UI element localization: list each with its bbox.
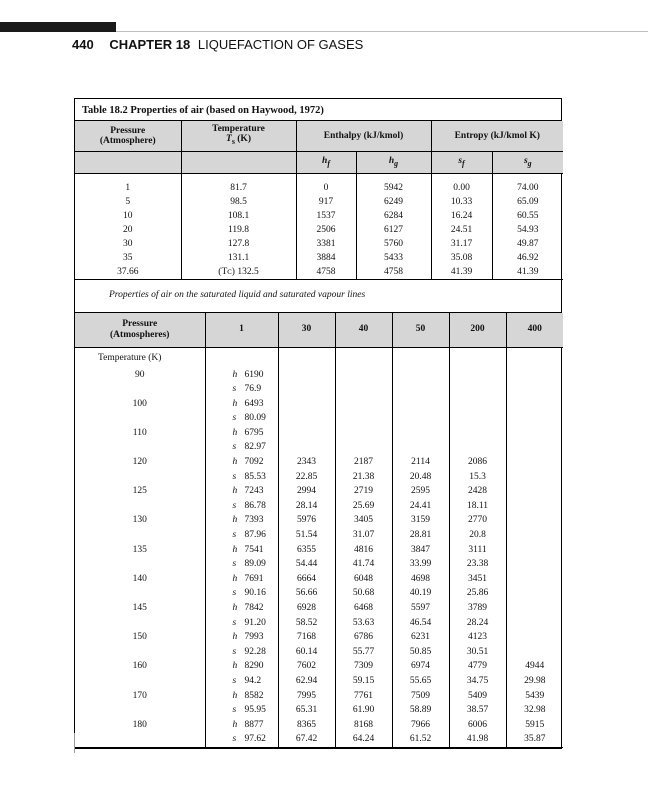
value-cell: [335, 368, 392, 383]
value-cell: [506, 543, 563, 558]
table-row: [75, 572, 563, 587]
value-cell: [205, 601, 278, 616]
property-symbol: s: [232, 617, 237, 628]
value-cell: 7761: [335, 689, 392, 704]
property-symbol: s: [232, 530, 237, 541]
value-cell: [205, 411, 278, 426]
value-cell: 6006: [449, 718, 506, 733]
value-cell: [205, 630, 278, 645]
value-cell: [205, 718, 278, 733]
value-cell: 46.54: [392, 616, 449, 631]
value-cell: [205, 674, 278, 689]
value-cell: 41.98: [449, 732, 506, 747]
value-cell: 4816: [335, 543, 392, 558]
temperature-cell: [75, 616, 205, 631]
value-cell: 2770: [449, 513, 506, 528]
temperature-unit-row: [75, 347, 563, 368]
value-cell: [506, 397, 563, 412]
cell-value: 7541: [244, 544, 264, 555]
value-cell: [205, 689, 278, 704]
table-row: 20 119.8 2506 6127 24.51 54.93: [75, 223, 563, 237]
value-cell: [278, 440, 335, 455]
property-symbol: s: [232, 413, 237, 424]
value-cell: [278, 426, 335, 441]
table-row: [75, 616, 563, 631]
value-cell: [449, 426, 506, 441]
value-cell: [205, 440, 278, 455]
table-row: [75, 426, 563, 441]
property-symbol: h: [232, 427, 238, 438]
superheated-table: [75, 313, 563, 748]
cell-value: 7092: [244, 457, 264, 468]
value-cell: [449, 440, 506, 455]
property-symbol: h: [232, 398, 238, 409]
temperature-cell: 125: [132, 486, 147, 497]
value-cell: [449, 397, 506, 412]
value-cell: 7168: [278, 630, 335, 645]
table-row: [75, 703, 563, 718]
value-cell: 53.63: [335, 616, 392, 631]
value-cell: [392, 397, 449, 412]
value-cell: 6231: [392, 630, 449, 645]
property-symbol: s: [232, 442, 237, 453]
value-cell: 2114: [392, 455, 449, 470]
value-cell: 65.31: [278, 703, 335, 718]
value-cell: [278, 397, 335, 412]
cell-value: 7993: [244, 632, 264, 643]
value-cell: 7509: [392, 689, 449, 704]
value-cell: 61.90: [335, 703, 392, 718]
value-cell: 6664: [278, 572, 335, 587]
value-cell: 3405: [335, 513, 392, 528]
value-cell: 2595: [392, 484, 449, 499]
value-cell: 4123: [449, 630, 506, 645]
property-symbol: s: [232, 559, 237, 570]
chapter-label: CHAPTER 18: [109, 37, 191, 52]
value-cell: 2994: [278, 484, 335, 499]
value-cell: [506, 499, 563, 514]
value-cell: 40.19: [392, 586, 449, 601]
value-cell: 59.15: [335, 674, 392, 689]
temperature-cell: [75, 470, 205, 485]
table-row: [75, 411, 563, 426]
value-cell: 4944: [506, 659, 563, 674]
cell-value: 92.28: [244, 646, 266, 657]
value-cell: [449, 382, 506, 397]
value-cell: 7995: [278, 689, 335, 704]
value-cell: 32.98: [506, 703, 563, 718]
property-symbol: h: [232, 515, 238, 526]
value-cell: 6974: [392, 659, 449, 674]
value-cell: [506, 528, 563, 543]
value-cell: [205, 703, 278, 718]
value-cell: [335, 382, 392, 397]
value-cell: [205, 426, 278, 441]
value-cell: [392, 368, 449, 383]
temperature-cell: 160: [132, 661, 147, 672]
value-cell: 60.14: [278, 645, 335, 660]
value-cell: 3451: [449, 572, 506, 587]
value-cell: 28.81: [392, 528, 449, 543]
value-cell: [205, 586, 278, 601]
value-cell: [506, 616, 563, 631]
value-cell: 7966: [392, 718, 449, 733]
cell-value: 76.9: [244, 384, 262, 395]
temperature-label: Temperature (K): [98, 352, 162, 363]
value-cell: 2187: [335, 455, 392, 470]
cell-value: 94.2: [244, 675, 262, 686]
header-black-bar: [0, 22, 116, 32]
temperature-cell: [75, 382, 205, 397]
value-cell: [335, 411, 392, 426]
value-cell: [392, 426, 449, 441]
value-cell: 5597: [392, 601, 449, 616]
table-row: [75, 382, 563, 397]
cell-value: 85.53: [244, 471, 266, 482]
value-cell: [449, 368, 506, 383]
value-cell: 3789: [449, 601, 506, 616]
value-cell: [278, 382, 335, 397]
value-cell: [506, 513, 563, 528]
table-row: 10 108.1 1537 6284 16.24 60.55: [75, 209, 563, 223]
value-cell: [506, 426, 563, 441]
value-cell: 3847: [392, 543, 449, 558]
temperature-cell: [75, 411, 205, 426]
margin-line: [74, 733, 75, 753]
cell-value: 80.09: [244, 413, 266, 424]
value-cell: 30.51: [449, 645, 506, 660]
col-header-enthalpy: Enthalpy (kJ/kmol): [296, 121, 431, 151]
temperature-cell: [75, 440, 205, 455]
value-cell: 18.11: [449, 499, 506, 514]
value-cell: 3111: [449, 543, 506, 558]
col-header-50atm: 50: [392, 313, 449, 347]
value-cell: 38.57: [449, 703, 506, 718]
temperature-cell: 145: [132, 603, 147, 613]
property-symbol: h: [232, 719, 238, 730]
value-cell: [392, 440, 449, 455]
value-cell: 24.41: [392, 499, 449, 514]
value-cell: 34.75: [449, 674, 506, 689]
property-symbol: h: [232, 690, 238, 701]
value-cell: 6048: [335, 572, 392, 587]
value-cell: 23.38: [449, 557, 506, 572]
property-symbol: s: [232, 500, 237, 511]
value-cell: 21.38: [335, 470, 392, 485]
table-row: [75, 484, 563, 499]
value-cell: [392, 382, 449, 397]
value-cell: [205, 572, 278, 587]
property-symbol: s: [232, 705, 237, 716]
cell-value: 8290: [244, 661, 264, 672]
table-row: [75, 368, 563, 383]
col-header-pressure-atm: Pressure (Atmospheres): [75, 313, 205, 347]
table-row: [75, 689, 563, 704]
temperature-cell: [75, 528, 205, 543]
value-cell: [506, 484, 563, 499]
table-row: [75, 528, 563, 543]
temperature-cell: [75, 674, 205, 689]
table-row: [75, 513, 563, 528]
value-cell: [278, 368, 335, 383]
col-header-entropy: Entropy (kJ/kmol K): [431, 121, 563, 151]
cell-value: 97.62: [244, 734, 266, 745]
value-cell: 25.69: [335, 499, 392, 514]
value-cell: [205, 368, 278, 383]
cell-value: 7842: [244, 603, 264, 613]
value-cell: [205, 455, 278, 470]
properties-table-frame: [74, 98, 562, 749]
table-row: [75, 557, 563, 572]
value-cell: [506, 455, 563, 470]
temperature-cell: [75, 703, 205, 718]
cell-value: 8582: [244, 690, 264, 701]
property-symbol: h: [232, 632, 238, 643]
value-cell: [205, 543, 278, 558]
cell-value: 7243: [244, 486, 264, 497]
value-cell: 51.54: [278, 528, 335, 543]
col-header-200atm: 200: [449, 313, 506, 347]
table-row: 35 131.1 3884 5433 35.08 46.92: [75, 251, 563, 265]
temperature-cell: 140: [132, 573, 147, 584]
value-cell: 54.44: [278, 557, 335, 572]
value-cell: 8365: [278, 718, 335, 733]
temperature-cell: 130: [132, 515, 147, 526]
temperature-cell: 170: [132, 690, 147, 701]
value-cell: [205, 616, 278, 631]
value-cell: 58.89: [392, 703, 449, 718]
table-caption: Properties of air on the saturated liquid and saturated vapour lines: [75, 280, 561, 313]
value-cell: [506, 601, 563, 616]
col-header-sg: $s_g$: [492, 151, 563, 173]
value-cell: 55.77: [335, 645, 392, 660]
value-cell: 67.42: [278, 732, 335, 747]
value-cell: 7309: [335, 659, 392, 674]
value-cell: [205, 645, 278, 660]
col-header-hf: $h_f$: [296, 151, 356, 173]
cell-value: 6795: [244, 427, 264, 438]
value-cell: 8168: [335, 718, 392, 733]
property-symbol: s: [232, 646, 237, 657]
value-cell: 6928: [278, 601, 335, 616]
value-cell: [205, 557, 278, 572]
temperature-cell: 135: [132, 544, 147, 555]
value-cell: 29.98: [506, 674, 563, 689]
value-cell: 58.52: [278, 616, 335, 631]
col-header-temperature: Temperature $T_s$ (K): [181, 121, 296, 151]
value-cell: 15.3: [449, 470, 506, 485]
temperature-cell: [75, 499, 205, 514]
value-cell: 20.48: [392, 470, 449, 485]
table-row: 1 81.7 0 5942 0.00 74.00: [75, 181, 563, 195]
value-cell: 55.65: [392, 674, 449, 689]
page-number: 440: [72, 37, 94, 52]
value-cell: [205, 470, 278, 485]
value-cell: 62.94: [278, 674, 335, 689]
col-header-pressure: Pressure (Atmosphere): [75, 121, 181, 151]
temperature-cell: [75, 557, 205, 572]
value-cell: 50.85: [392, 645, 449, 660]
value-cell: 2428: [449, 484, 506, 499]
temperature-cell: 150: [132, 632, 147, 643]
cell-value: 90.16: [244, 588, 266, 599]
value-cell: 4779: [449, 659, 506, 674]
value-cell: 5409: [449, 689, 506, 704]
value-cell: [335, 426, 392, 441]
property-symbol: h: [232, 457, 238, 468]
cell-value: 82.97: [244, 442, 266, 453]
value-cell: 35.87: [506, 732, 563, 747]
value-cell: 61.52: [392, 732, 449, 747]
chapter-title: LIQUEFACTION OF GASES: [197, 37, 364, 52]
property-symbol: s: [232, 471, 237, 482]
value-cell: [205, 659, 278, 674]
property-symbol: s: [232, 675, 237, 686]
value-cell: 41.74: [335, 557, 392, 572]
col-header-sf: $s_f$: [431, 151, 492, 173]
table-row: [75, 674, 563, 689]
value-cell: 22.85: [278, 470, 335, 485]
table-row-critical: 37.66 (Tᴄ) 132.5 4758 4758 41.39 41.39: [75, 265, 563, 280]
value-cell: 28.24: [449, 616, 506, 631]
value-cell: [506, 368, 563, 383]
table-title: Table 18.2 Properties of air (based on Haywood, 1972): [75, 99, 561, 121]
temperature-cell: 90: [135, 369, 145, 380]
value-cell: 2086: [449, 455, 506, 470]
property-symbol: h: [232, 369, 238, 380]
property-symbol: s: [232, 384, 237, 395]
temperature-cell: [75, 586, 205, 601]
value-cell: 25.86: [449, 586, 506, 601]
value-cell: [335, 440, 392, 455]
temperature-cell: 180: [132, 719, 147, 730]
col-header-40atm: 40: [335, 313, 392, 347]
cell-value: 8877: [244, 719, 264, 730]
header-rule: [116, 31, 648, 32]
value-cell: [449, 411, 506, 426]
value-cell: 20.8: [449, 528, 506, 543]
property-symbol: h: [232, 603, 238, 613]
property-symbol: h: [232, 544, 238, 555]
value-cell: [278, 411, 335, 426]
table-row: [75, 499, 563, 514]
value-cell: [506, 411, 563, 426]
table-row: [75, 645, 563, 660]
value-cell: [205, 382, 278, 397]
value-cell: [506, 572, 563, 587]
temperature-cell: [75, 645, 205, 660]
value-cell: [506, 645, 563, 660]
value-cell: 4698: [392, 572, 449, 587]
value-cell: [506, 630, 563, 645]
cell-value: 89.09: [244, 559, 266, 570]
value-cell: [205, 732, 278, 747]
value-cell: 64.24: [335, 732, 392, 747]
cell-value: 87.96: [244, 530, 266, 541]
temperature-cell: 100: [132, 398, 147, 409]
value-cell: [335, 397, 392, 412]
value-cell: 7602: [278, 659, 335, 674]
value-cell: 28.14: [278, 499, 335, 514]
property-symbol: s: [232, 588, 237, 599]
table-row: [75, 440, 563, 455]
value-cell: [506, 586, 563, 601]
cell-value: 86.78: [244, 500, 266, 511]
cell-value: 95.95: [244, 705, 266, 716]
cell-value: 6493: [244, 398, 264, 409]
property-symbol: h: [232, 486, 238, 497]
col-header-30atm: 30: [278, 313, 335, 347]
value-cell: [205, 484, 278, 499]
table-row: [75, 732, 563, 747]
value-cell: 3159: [392, 513, 449, 528]
value-cell: [205, 397, 278, 412]
cell-value: 7691: [244, 573, 264, 584]
property-symbol: s: [232, 734, 237, 745]
value-cell: 6468: [335, 601, 392, 616]
cell-value: 7393: [244, 515, 264, 526]
table-row: [75, 630, 563, 645]
value-cell: [506, 440, 563, 455]
table-row: [75, 601, 563, 616]
value-cell: 31.07: [335, 528, 392, 543]
value-cell: 5915: [506, 718, 563, 733]
value-cell: [392, 411, 449, 426]
table-row: [75, 470, 563, 485]
table-row: [75, 659, 563, 674]
value-cell: 56.66: [278, 586, 335, 601]
temperature-cell: 120: [132, 457, 147, 468]
value-cell: 6355: [278, 543, 335, 558]
table-row: 5 98.5 917 6249 10.33 65.09: [75, 195, 563, 209]
table-row: [75, 455, 563, 470]
table-row: [75, 586, 563, 601]
value-cell: 2343: [278, 455, 335, 470]
col-header-1atm: 1: [205, 313, 278, 347]
value-cell: 50.68: [335, 586, 392, 601]
col-header-hg: $h_g$: [356, 151, 431, 173]
value-cell: [506, 382, 563, 397]
value-cell: 5976: [278, 513, 335, 528]
table-row: [75, 397, 563, 412]
temperature-cell: [75, 732, 205, 747]
saturation-table: [75, 121, 563, 280]
running-head: [72, 37, 363, 52]
value-cell: [205, 499, 278, 514]
value-cell: [205, 513, 278, 528]
table-row: [75, 543, 563, 558]
col-header-400atm: 400: [506, 313, 563, 347]
value-cell: 5439: [506, 689, 563, 704]
value-cell: 6786: [335, 630, 392, 645]
value-cell: [506, 470, 563, 485]
table-row: 30 127.8 3381 5760 31.17 49.87: [75, 237, 563, 251]
cell-value: 91.20: [244, 617, 266, 628]
value-cell: [205, 528, 278, 543]
property-symbol: h: [232, 661, 238, 672]
value-cell: [506, 557, 563, 572]
table-row: [75, 718, 563, 733]
cell-value: 6190: [244, 369, 264, 380]
property-symbol: h: [232, 573, 238, 584]
value-cell: 2719: [335, 484, 392, 499]
temperature-cell: 110: [132, 427, 147, 438]
value-cell: 33.99: [392, 557, 449, 572]
